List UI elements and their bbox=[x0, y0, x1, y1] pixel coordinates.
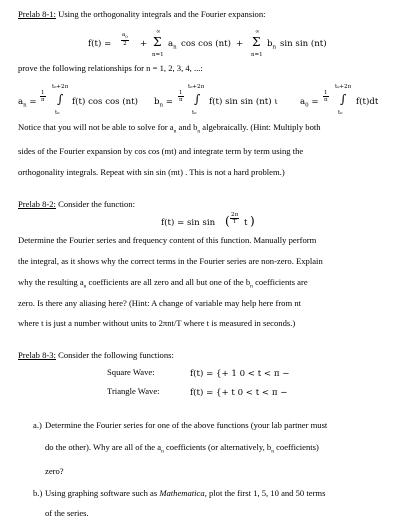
item-b-marker: b.) bbox=[33, 488, 43, 498]
rel1-int-top: t₀+2π bbox=[52, 84, 69, 90]
prelab2-heading bbox=[18, 199, 135, 210]
rel3-int-bottom: t₀ bbox=[338, 110, 343, 116]
prelab3-label: Prelab 8-3: bbox=[18, 350, 56, 360]
rel2-one-over-pi: $\frac{1}{\pi}$ bbox=[178, 90, 183, 103]
prelab2-line-1: Determine the Fourier series and frequency content of this function. Manually perform bbox=[18, 235, 317, 245]
eq-lhs: f(t) = bbox=[88, 39, 112, 49]
rel3-integrand: f(t)dt bbox=[356, 97, 379, 107]
rel2-integrand: f(t) sin sin (nt) ι bbox=[209, 97, 278, 107]
sum2-top: ∞ bbox=[255, 29, 260, 35]
rel3-integral: ∫ bbox=[340, 92, 347, 106]
triangle-wave-equation: f(t) = {+ t 0 < t < π − bbox=[190, 388, 288, 398]
plus-2: + bbox=[236, 39, 244, 49]
sum1-sign: Σ bbox=[153, 35, 162, 49]
rel2-integral: ∫ bbox=[194, 92, 201, 106]
cos-term: cos cos (nt) bbox=[181, 39, 231, 49]
rel2-int-bottom: t₀ bbox=[192, 110, 197, 116]
notice-line-3: orthogonality integrals. Repeat with sin sin (mt) . This is not a hard problem.) bbox=[18, 167, 285, 177]
prelab2-label: Prelab 8-2: bbox=[18, 199, 56, 209]
plus-1: + bbox=[140, 39, 148, 49]
prelab2-line-2: the integral, as it shows why the correct terms in the Fourier series are non-zero. Explain bbox=[18, 256, 323, 266]
rel2-int-top: t₀+2π bbox=[188, 84, 205, 90]
bn-symbol: $b_n$ bbox=[267, 39, 277, 51]
rel1-int-bottom: t₀ bbox=[55, 110, 60, 116]
rel-bn: $b_n$ = bbox=[154, 97, 173, 109]
item-a-line-3: zero? bbox=[45, 466, 64, 476]
notice-line-1: Notice that you will not be able to solve for $a_n$ and $b_n$ algebraically. (Hint: Multiply both bbox=[18, 122, 321, 135]
rel3-int-top: t₀+2π bbox=[335, 84, 352, 90]
item-a-marker: a.) bbox=[33, 420, 42, 430]
square-wave-equation: f(t) = {+ 1 0 < t < π − bbox=[190, 369, 290, 379]
prelab2-line-4: zero. Is there any aliasing here? (Hint: A change of variable may help here from nt bbox=[18, 298, 302, 308]
prelab1-intro: Using the orthogonality integrals and the Fourier expansion: bbox=[58, 9, 266, 19]
triangle-wave-label: Triangle Wave: bbox=[107, 386, 160, 396]
rel1-integrand: f(t) cos cos (nt) bbox=[72, 97, 139, 107]
prelab2-intro: Consider the function: bbox=[58, 199, 135, 209]
sine-eq-lhs: f(t) = sin sin bbox=[161, 218, 216, 228]
prelab2-line-5: where t is just a number without units to 2πnt/T where t is measured in seconds.) bbox=[18, 318, 296, 328]
rel1-integral: ∫ bbox=[57, 92, 64, 106]
prelab3-intro: Consider the following functions: bbox=[58, 350, 174, 360]
square-wave-label: Square Wave: bbox=[107, 367, 155, 377]
two-pi-over-T: $\frac{2\pi}{T}$ bbox=[231, 212, 239, 225]
sum2-bottom: n=1 bbox=[251, 52, 263, 58]
sum2-sign: Σ bbox=[252, 35, 261, 49]
rel1-one-over-pi: $\frac{1}{\pi}$ bbox=[40, 90, 45, 103]
rel-a0: $a_0$ = bbox=[300, 97, 319, 109]
sin-term: sin sin (nt) bbox=[280, 39, 327, 49]
prelab1-label: Prelab 8-1: bbox=[18, 9, 56, 19]
rel3-one-over-pi: $\frac{1}{\pi}$ bbox=[323, 90, 328, 103]
sum1-bottom: n=1 bbox=[152, 52, 164, 58]
a0-over-2: $\frac{a_0}{2}$ bbox=[122, 32, 128, 48]
item-a-line-1: Determine the Fourier series for one of the above functions (your lab partner must bbox=[45, 420, 328, 430]
rel-an: $a_n$ = bbox=[18, 97, 37, 109]
sum1-top: ∞ bbox=[156, 29, 161, 35]
sine-eq-var: t bbox=[244, 218, 248, 228]
item-b-line-2: of the series. bbox=[45, 508, 89, 518]
prelab1-heading bbox=[18, 9, 266, 20]
notice-line-2: sides of the Fourier expansion by cos cos (mt) and integrate term by term using the bbox=[18, 146, 304, 156]
prove-line: prove the following relationships for n = 1, 2, 3, 4, ...: bbox=[18, 63, 203, 73]
prelab3-heading bbox=[18, 350, 174, 361]
an-symbol: $a_n$ bbox=[168, 39, 177, 51]
item-a-line-2: do the other). Why are all of the $a_n$ coefficients (or alternatively, $b_n$ coefficients) bbox=[45, 442, 319, 455]
prelab2-line-3: why the resulting $a_n$ coefficients are all zero and all but one of the $b_n$ coefficients are bbox=[18, 277, 308, 290]
item-b-line-1: Using graphing software such as Mathematica, plot the first 1, 5, 10 and 50 terms bbox=[45, 488, 326, 498]
